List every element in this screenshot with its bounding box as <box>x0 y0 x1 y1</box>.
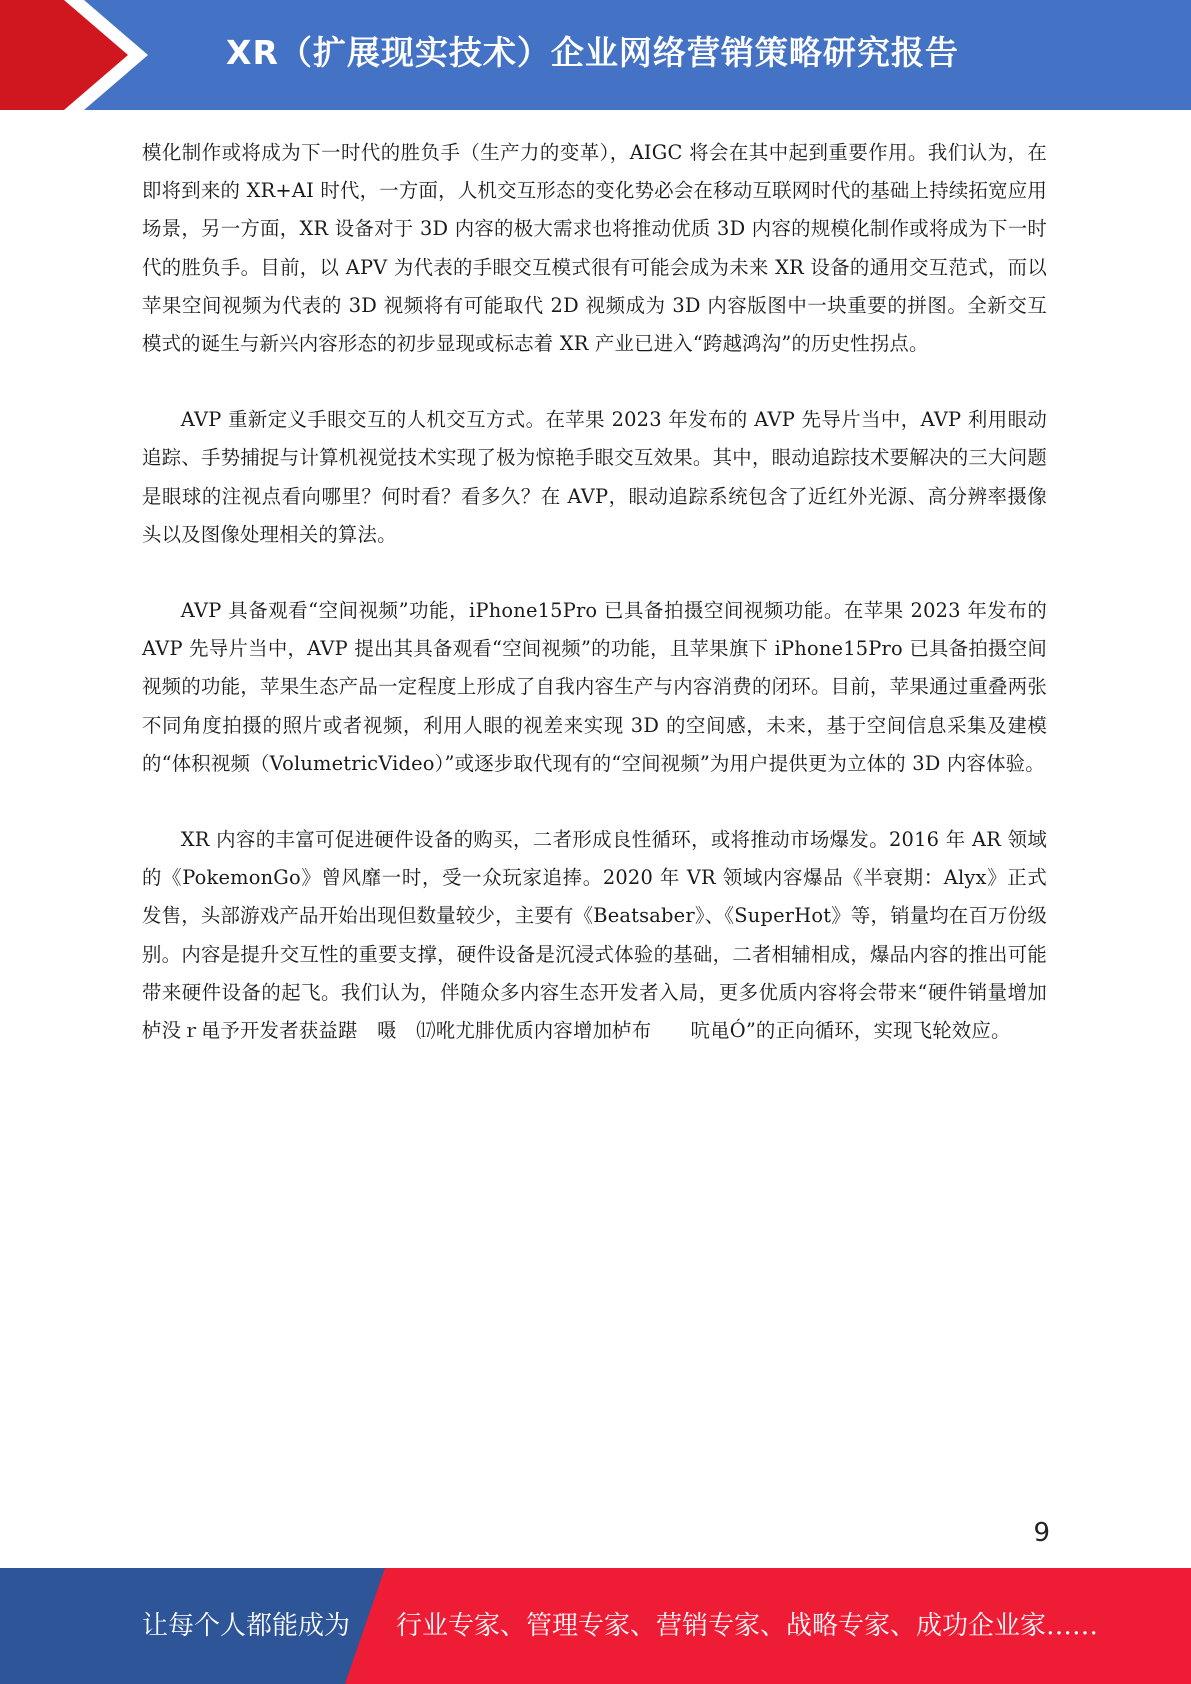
footer-slogan-right: 行业专家、管理专家、营销专家、战略专家、成功企业家…… <box>396 1611 1099 1641</box>
page-footer <box>0 1568 1191 1684</box>
footer-slogan-left: 让每个人都能成为 <box>142 1611 351 1641</box>
page-header <box>0 0 1191 110</box>
paragraph-avp-interaction: AVP 重新定义手眼交互的人机交互方式。在苹果 2023 年发布的 AVP 先导片当中，AVP 利用眼动追踪、手势捕捉与计算机视觉技术实现了极为惊艳手眼交互效果。其中，眼动追踪技术要解决的三大问题是眼球的注视点看向哪里？何时看？看多久？在 AVP，眼动追踪系统包含了近红外光源、高分辨率摄像头以及图像处理相关的算法。 <box>142 408 1047 546</box>
main-content <box>142 134 1047 1088</box>
paragraph-content-flywheel: XR 内容的丰富可促进硬件设备的购买，二者形成良性循环，或将推动市场爆发。2016 年 AR 领域的《PokemonGo》曾风靡一时，受一众玩家追捧。2020 年 VR 领域内容爆品《半衰期：Alyx》正式发售，头部游戏产品开始出现但数量较少，主要有《Beatsaber》、《SuperHot》等，销量均在百万份级别。内容是提升交互性的重要支撑，硬件设备是沉浸式体验的基础，二者相辅相成，爆品内容的推出可能带来硬件设备的起飞。我们认为，伴随众多内容生态开发者入局，更多优质内容将会带来“硬件销量增加栌没ｒ黾予开发者获益踸 嗫 ⒄吪尤腓优质内容增加栌布 吭黾Ó”的正向循环，实现飞轮效应。 <box>142 828 1047 1043</box>
report-title: XR（扩展现实技术）企业网络营销策略研究报告 <box>226 33 959 72</box>
paragraph-spatial-video: AVP 具备观看“空间视频”功能，iPhone15Pro 已具备拍摄空间视频功能。在苹果 2023 年发布的 AVP 先导片当中，AVP 提出其具备观看“空间视频”的功能，且苹果旗下 iPhone15Pro 已具备拍摄空间视频的功能，苹果生态产品一定程度上形成了自我内容生产与内容消费的闭环。目前，苹果通过重叠两张不同角度拍摄的照片或者视频，利用人眼的视差来实现 3D 的空间感，未来，基于空间信息采集及建模的“体积视频（VolumetricVideo）”或逐步取代现有的“空间视频”为用户提供更为立体的 3D 内容体验。 <box>142 599 1047 775</box>
paragraph-continued: 模化制作或将成为下一时代的胜负手（生产力的变革），AIGC 将会在其中起到重要作用。我们认为，在即将到来的 XR+AI 时代，一方面，人机交互形态的变化势必会在移动互联网时代的基础上持续拓宽应用场景，另一方面，XR 设备对于 3D 内容的极大需求也将推动优质 3D 内容的规模化制作或将成为下一时代的胜负手。目前，以 APV 为代表的手眼交互模式很有可能会成为未来 XR 设备的通用交互范式，而以苹果空间视频为代表的 3D 视频将有可能取代 2D 视频成为 3D 内容版图中一块重要的拼图。全新交互模式的诞生与新兴内容形态的初步显现或标志着 XR 产业已进入“跨越鸿沟”的历史性拐点。 <box>142 141 1047 356</box>
page-number: 9 <box>1033 1518 1050 1548</box>
